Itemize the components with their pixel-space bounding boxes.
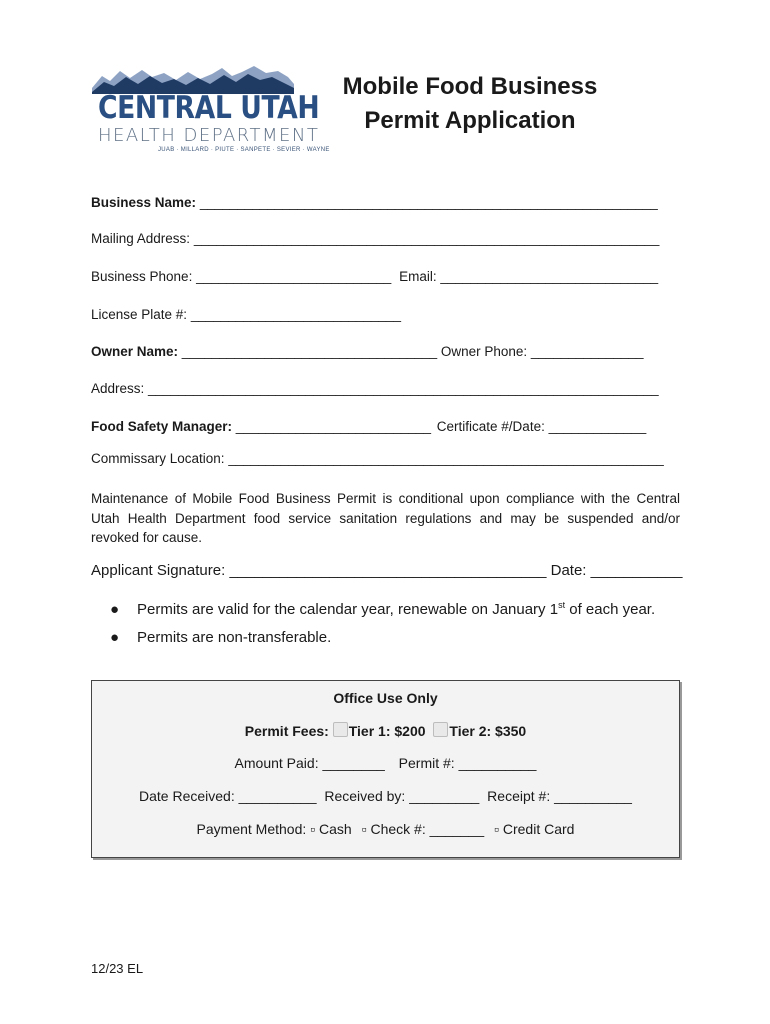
page-title (320, 70, 620, 138)
commissary-row (91, 451, 664, 466)
certificate-label: Certificate #/Date: (436, 419, 545, 434)
commissary-label: Commissary Location: (91, 451, 225, 466)
cash-checkbox-icon[interactable]: ▫ (310, 821, 316, 837)
certificate-field[interactable]: _____________ (548, 419, 647, 434)
food-safety-manager-field[interactable]: __________________________ (235, 419, 432, 434)
payment-method-row (92, 821, 679, 837)
bullet-text-end: of each year. (565, 601, 656, 618)
bullet-superscript: st (558, 600, 566, 610)
permit-number-field[interactable]: Permit #: __________ (398, 755, 537, 771)
signature-row (91, 562, 682, 579)
office-heading: Office Use Only (333, 690, 438, 706)
tier1-label: Tier 1: $200 (348, 723, 426, 739)
date-received-row (92, 788, 679, 804)
title-line-1: Mobile Food Business (342, 73, 598, 100)
tier1-checkbox[interactable] (333, 722, 348, 737)
bullet-text: Permits are valid for the calendar year, renewable on January 1 (137, 601, 559, 618)
bullet-text: Permits are non-transferable. (137, 629, 332, 646)
date-received-field[interactable]: Date Received: __________ (139, 788, 317, 804)
credit-card-label: Credit Card (502, 821, 575, 837)
credit-card-checkbox-icon[interactable]: ▫ (494, 821, 499, 837)
permit-fees-label: Permit Fees: (244, 723, 329, 739)
bullet-icon: ● (110, 629, 120, 646)
mailing-address-label: Mailing Address: (91, 231, 191, 246)
mailing-address-row (91, 231, 659, 246)
license-plate-label: License Plate #: (91, 307, 188, 322)
address-row (91, 381, 659, 396)
mailing-address-field[interactable]: ______________________________________________________________ (193, 231, 660, 246)
business-phone-label: Business Phone: (91, 269, 193, 284)
title-line-2: Permit Application (364, 107, 576, 134)
check-checkbox-icon[interactable]: ▫ (361, 821, 367, 837)
business-name-label: Business Name: (91, 195, 197, 210)
tier2-label: Tier 2: $350 (449, 723, 527, 739)
email-label: Email: (399, 269, 437, 284)
bullet-item-validity (110, 601, 655, 618)
logo-subtitle: HEALTH DEPARTMENT (98, 125, 320, 146)
owner-phone-field[interactable]: _______________ (530, 344, 644, 359)
business-phone-row (91, 269, 658, 284)
date-label: Date: (550, 562, 587, 579)
business-name-field[interactable]: _____________________________________________________________ (199, 195, 658, 210)
owner-name-field[interactable]: __________________________________ (181, 344, 438, 359)
receipt-field[interactable]: Receipt #: __________ (487, 788, 632, 804)
payment-method-label: Payment Method: (196, 821, 307, 837)
office-use-box (91, 680, 680, 858)
address-label: Address: (91, 381, 145, 396)
signature-field[interactable]: ______________________________________ (229, 562, 547, 579)
food-safety-manager-label: Food Safety Manager: (91, 419, 233, 434)
email-field[interactable]: _____________________________ (440, 269, 659, 284)
address-field[interactable]: ____________________________________________________________________ (148, 381, 659, 396)
amount-paid-field[interactable]: Amount Paid: ________ (234, 755, 385, 771)
logo-title: CENTRAL UTAH (98, 90, 320, 126)
commissary-field[interactable]: __________________________________________________________ (228, 451, 664, 466)
amount-paid-row (92, 755, 679, 771)
bullet-item-transfer (110, 629, 331, 646)
logo-counties: JUAB · MILLARD · PIUTE · SANPETE · SEVIER · WAYNE (158, 147, 330, 153)
license-plate-row (91, 307, 401, 322)
license-plate-field[interactable]: ____________________________ (190, 307, 402, 322)
revision-footer: 12/23 EL (91, 961, 144, 976)
health-department-logo (90, 62, 330, 158)
owner-row (91, 344, 644, 359)
owner-name-label: Owner Name: (91, 344, 179, 359)
signature-label: Applicant Signature: (91, 562, 226, 579)
bullet-icon: ● (110, 601, 120, 618)
cash-label: Cash (319, 821, 352, 837)
owner-phone-label: Owner Phone: (440, 344, 528, 359)
received-by-field[interactable]: Received by: _________ (324, 788, 480, 804)
permit-fees-row (92, 722, 679, 739)
tier2-checkbox[interactable] (433, 722, 448, 737)
compliance-paragraph: Maintenance of Mobile Food Business Permit is conditional upon compliance with the Central Utah Health Department food service sanitation regulations and may be suspended and/or revoked for cause. (91, 491, 680, 545)
check-field[interactable]: Check #: _______ (370, 821, 485, 837)
business-phone-field[interactable]: __________________________ (196, 269, 392, 284)
date-field[interactable]: ___________ (590, 562, 683, 579)
business-name-row (91, 195, 658, 210)
food-safety-row (91, 419, 646, 434)
